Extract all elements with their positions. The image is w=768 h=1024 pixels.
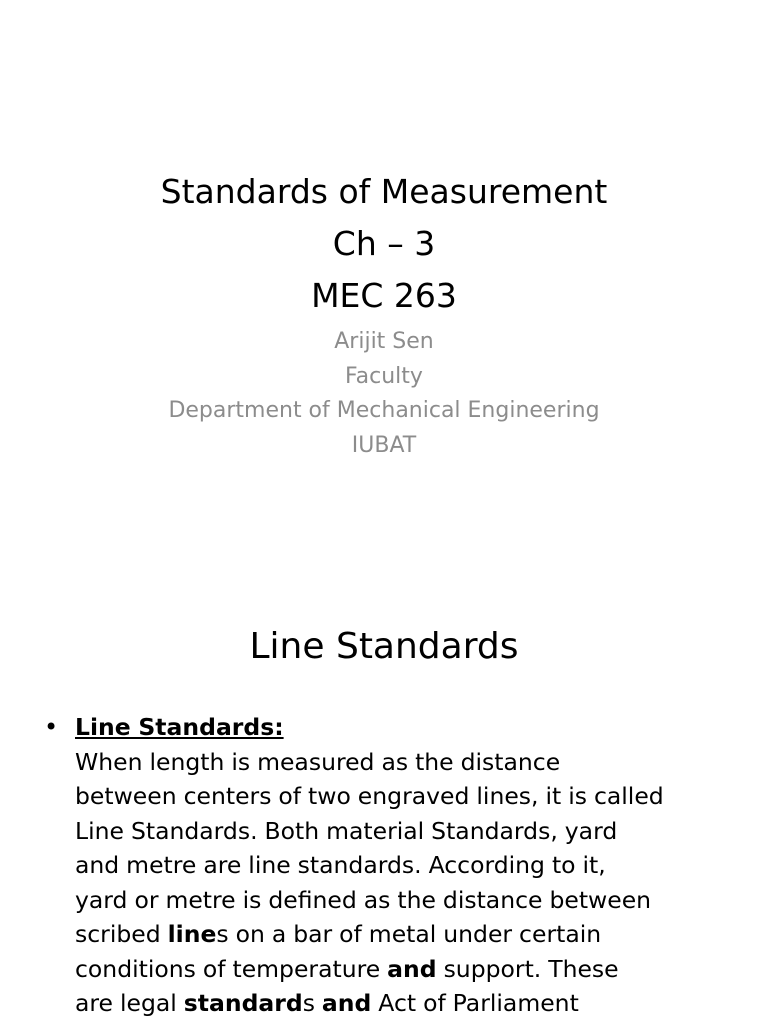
body-line-4: and metre are line standards. According to it, (75, 851, 606, 879)
body-line-8-c: s (302, 989, 322, 1017)
slide-title (0, 166, 768, 322)
body-line-6-a: scribed (75, 920, 168, 948)
content-slide-title: Line Standards (249, 626, 519, 667)
slide-subtitle (0, 325, 768, 463)
bullet-heading: Line Standards: (75, 713, 284, 741)
author-department: Department of Mechanical Engineering (168, 398, 600, 423)
title-line-2: Ch – 3 (332, 224, 436, 263)
body-line-6 (75, 917, 744, 952)
body-line-7-bold: and (387, 954, 437, 983)
body-line-7 (75, 952, 744, 987)
body-line-1: When length is measured as the distance (75, 747, 561, 776)
title-line-1: Standards of Measurement (160, 172, 608, 211)
bullet-text (75, 710, 744, 1021)
body-line-6-c: s on a bar of metal under certain (216, 920, 602, 948)
bullet-marker: • (44, 713, 59, 741)
body-line-8 (75, 986, 744, 1021)
body-line-8-e: Act of Parliament (371, 989, 579, 1017)
body-line-5: yard or metre is defined as the distance between (75, 885, 652, 914)
author-institution: IUBAT (351, 432, 417, 458)
bullet-item (44, 710, 744, 1021)
body-line-8-bold-1: standard (183, 989, 303, 1017)
body-line-7-c: support. These (436, 954, 619, 983)
body-line-2: between centers of two engraved lines, it is called (75, 782, 664, 810)
body-line-8-a: are legal (75, 989, 184, 1017)
body-line-7-a: conditions of temperature (75, 954, 388, 983)
title-line-3: MEC 263 (311, 276, 457, 315)
author-role: Faculty (345, 363, 423, 389)
body-line-3: Line Standards. Both material Standards, yard (75, 816, 618, 845)
body-line-8-bold-2: and (321, 989, 372, 1017)
body-line-6-bold: line (167, 920, 217, 948)
content-slide (0, 576, 768, 1024)
author-name: Arijit Sen (334, 329, 434, 354)
